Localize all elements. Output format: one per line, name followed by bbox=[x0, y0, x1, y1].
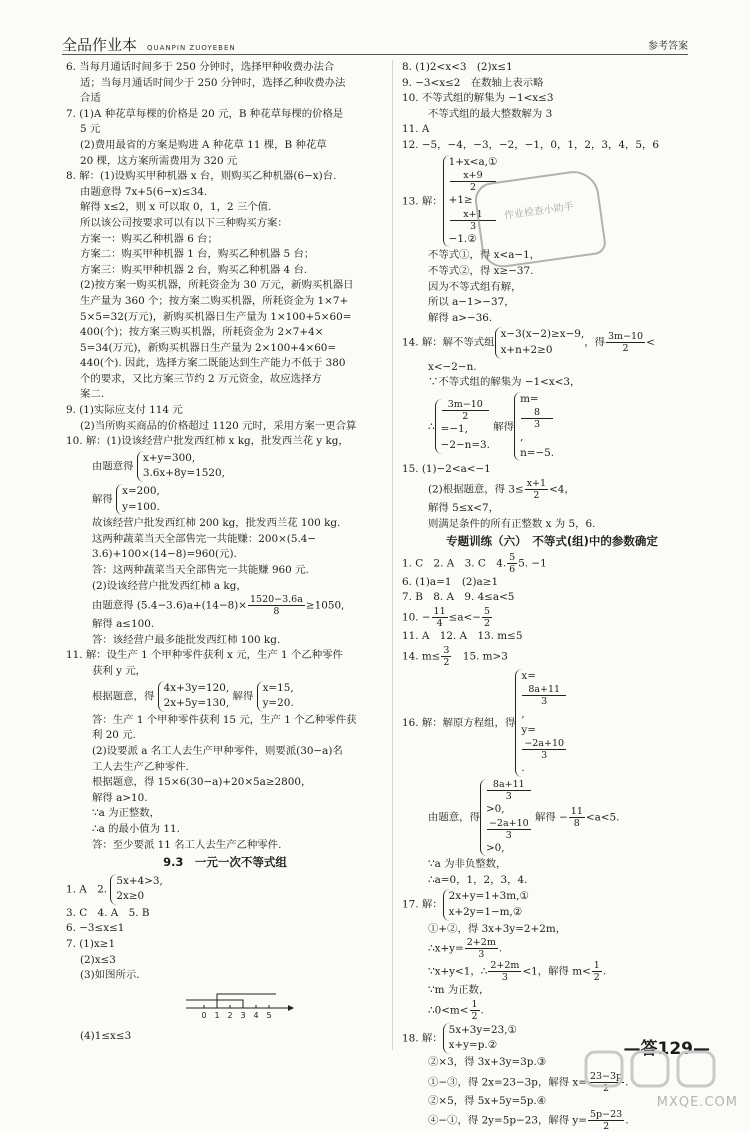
equation-system: 1+x<a,① x+9 2 +1≥ x+1 3 −1.② bbox=[443, 155, 498, 248]
answer-line: ①+②，得 3x+3y=2+2m， bbox=[428, 922, 567, 935]
answer-line: 根据题意，得 15×6(30−a)+20×5a≥2800， bbox=[92, 776, 312, 789]
answer-line: 7. B 8. A 9. 4≤a<5 bbox=[402, 591, 515, 604]
header-rule bbox=[62, 54, 688, 55]
answer-line: 15. (1)−2<a<−1 bbox=[402, 463, 491, 476]
answer-line: ④−①，得 2y=5p−23，解得 y= $\frac{5p-23}{2}$ . bbox=[428, 1109, 629, 1132]
answer-line: 11. 解：设生产 1 个甲种零件获利 x 元，生产 1 个乙种零件 bbox=[66, 649, 343, 662]
answer-line: 7. (1)A 种花草每棵的价格是 20 元，B 种花草每棵的价格是 bbox=[66, 107, 344, 120]
answer-line: ∵不等式组的解集为 −1<x<3， bbox=[428, 376, 581, 389]
answer-line: 解得 a>10. bbox=[92, 791, 148, 804]
answer-line: 因为不等式组有解， bbox=[428, 280, 522, 293]
page-number: —答129— bbox=[623, 1039, 710, 1059]
answer-line: 3.6)+100×(14−8)=960(元). bbox=[92, 548, 237, 561]
fraction: 3m−10 2 bbox=[442, 399, 489, 422]
answer-line: 解得 x=200, y=100. bbox=[66, 483, 384, 516]
fraction: $\frac{3}{2}$ bbox=[443, 644, 450, 668]
answer-line: 8. (1)2<x<3 (2)x≤1 bbox=[402, 61, 513, 73]
fraction: $\frac{5}{2}$ bbox=[483, 606, 491, 630]
answer-line: 18. 解： 5x+3y=23,① x+y=p.② bbox=[402, 1022, 702, 1055]
answer-line: 6. 当每月通话时间多于 250 分钟时，选择甲种收费办法合 bbox=[66, 61, 335, 73]
answer-line: 7. (1)x≥1 bbox=[66, 938, 116, 951]
answer-line: 6. (1)a=1 (2)a≥1 bbox=[402, 575, 499, 588]
answer-line: x<−2−n. bbox=[428, 360, 477, 373]
answer-line: 13. 解： 1+x<a,① x+9 2 +1≥ x+1 3 −1.② bbox=[402, 154, 702, 249]
answer-line: 8. 解：(1)设购买甲种机器 x 台，则购买乙种机器(6−x)台. bbox=[66, 170, 337, 183]
answer-line: 所以 a−1>−37， bbox=[428, 296, 515, 309]
answer-line: (2)当所购买商品的价格超过 1120 元时，采用方案一更合算 bbox=[80, 419, 357, 432]
answer-line: 解得 a>−36. bbox=[428, 311, 493, 324]
fraction: $\frac{11}{8}$ bbox=[570, 806, 583, 830]
answer-line: 合适 bbox=[80, 92, 101, 105]
answer-line: (3)如图所示. bbox=[80, 969, 140, 982]
checker-stamp bbox=[473, 168, 608, 270]
answer-line: 答：该经营户最多能批发西红柿 100 kg. bbox=[92, 633, 281, 646]
answer-line: 14. 解：解不等式组 x−3(x−2)≥x−9, x+n+2≥0 ，得 $\frac{3m-10}{2}$ < bbox=[402, 326, 702, 359]
answer-line: 则满足条件的所有正整数 x 为 5，6. bbox=[428, 517, 596, 530]
fraction: $\frac{x+1}{2}$ bbox=[526, 478, 547, 502]
answer-line: ∴ 3m−10 2 =−1, −2−n=3. 解得 m= 8 3 , n=−5. bbox=[402, 391, 702, 463]
answer-line: 11. A bbox=[402, 123, 430, 136]
answer-line: 个的要求，又比方案三节约 2 万元资金，故应选择方 bbox=[80, 372, 322, 385]
section-heading: 专题训练（六） 不等式(组)中的参数确定 bbox=[446, 534, 658, 549]
answer-line: 10. 不等式组的解集为 −1<x≤3 bbox=[402, 92, 554, 105]
equation-system: x+y=300, 3.6x+8y=1520, bbox=[137, 451, 225, 482]
solution-bracket-x-ge-1 bbox=[217, 994, 276, 1008]
answer-line: 利 20 元. bbox=[92, 729, 136, 742]
answer-line: 1. C 2. A 3. C 4. $\frac{5}{6}$ 5. −1 bbox=[402, 551, 547, 575]
watermark-text: MXQE.COM bbox=[656, 1095, 738, 1110]
answer-line: ∴x+y= $\frac{2+2m}{3}$ . bbox=[428, 937, 503, 961]
answer-line: 由题意得 (5.4−3.6)a+(14−8)× $\frac{1520-3.6a}{8}$ ≥1050, bbox=[92, 594, 345, 618]
answer-line: 答：这两种蔬菜当天全部售完一共能赚 960 元. bbox=[92, 564, 309, 576]
answer-line: 方案三：购买甲种机器 2 台，购买乙种机器 4 台. bbox=[80, 263, 308, 276]
fraction: −2a+10 3 bbox=[488, 817, 529, 841]
answer-line: 不等式②，得 x≥−37. bbox=[428, 264, 534, 277]
answer-line: 9. (1)实际应支付 114 元 bbox=[66, 404, 183, 417]
answer-line: 解得 a≤100. bbox=[92, 618, 155, 631]
answer-line: 5=34(万元)，新购买机器日生产量为 2×100+4×60= bbox=[80, 341, 337, 354]
equation-system: 4x+3y=120, 2x+5y=130, bbox=[158, 681, 230, 712]
answer-line: 14. m≤ $\frac{3}{2}$ 15. m>3 bbox=[402, 644, 508, 668]
answer-line: 适；当每月通话时间少于 250 分钟时，选择乙种收费办法 bbox=[80, 76, 346, 89]
left-column bbox=[66, 60, 384, 1045]
answer-line: 10. − $\frac{11}{4}$ ≤a<− $\frac{5}{2}$ bbox=[402, 606, 491, 630]
section-heading: 9.3 一元一次不等式组 bbox=[163, 855, 287, 870]
answer-line: 故该经营户批发西红柿 200 kg，批发西兰花 100 kg. bbox=[92, 517, 341, 530]
fraction: $\frac{2+2m}{3}$ bbox=[466, 937, 496, 961]
answer-line: ∵x+y<1，∴ $\frac{2+2m}{3}$ <1，解得 m< $\frac{1}{2}$ . bbox=[428, 960, 607, 984]
answer-line: ∵m 为正数， bbox=[428, 984, 490, 997]
answer-line: 获利 y 元， bbox=[92, 664, 147, 677]
fraction: $\frac{23-3p}{2}$ bbox=[589, 1070, 623, 1094]
equation-system: 5x+4>3, 2x≥0 bbox=[110, 874, 162, 905]
answer-line: 10. 解：(1)设该经营户批发西红柿 x kg，批发西兰花 y kg， bbox=[66, 435, 349, 448]
answer-line: 3. C 4. A 5. B bbox=[66, 906, 150, 919]
answer-line: 5×5=32(万元)，新购买机器日生产量为 1×100+5×60= bbox=[80, 310, 352, 323]
answer-line: 11. A 12. A 13. m≤5 bbox=[402, 630, 523, 643]
watermark-glyph-icon bbox=[580, 1048, 730, 1092]
answer-line: ∵a 为非负整数， bbox=[428, 858, 507, 871]
stamp-text: 作业检查小助手 bbox=[503, 201, 575, 222]
answer-line: (4)1≤x≤3 bbox=[80, 1030, 132, 1043]
equation-system: x=15, y=20. bbox=[257, 681, 294, 712]
answer-line: 方案二：购买甲种机器 1 台，购买乙种机器 5 台； bbox=[80, 248, 315, 261]
answer-line: ②×3，得 3x+3y=3p.③ bbox=[428, 1055, 547, 1068]
book-title: 全品作业本 bbox=[62, 36, 138, 54]
answer-line: ∴a=0，1，2，3，4. bbox=[428, 873, 528, 886]
fraction: $\frac{1520-3.6a}{8}$ bbox=[249, 594, 303, 618]
answer-line: 9. −3<x≤2 在数轴上表示略 bbox=[402, 76, 544, 89]
answer-line: 17. 解： 2x+y=1+3m,① x+2y=1−m,② bbox=[402, 888, 702, 921]
fraction: $\frac{1}{2}$ bbox=[471, 998, 478, 1022]
fraction: x+1 3 bbox=[450, 209, 497, 232]
equation-system: x=200, y=100. bbox=[116, 484, 160, 515]
answer-line: ②×5，得 5x+5y=5p.④ bbox=[428, 1094, 547, 1107]
tick-label: 3 bbox=[240, 1010, 246, 1020]
answer-line: ∴a 的最小值为 11. bbox=[92, 822, 180, 835]
book-pinyin: QUANPIN ZUOYEBEN bbox=[147, 44, 236, 52]
fraction: $\frac{5}{6}$ bbox=[509, 551, 516, 575]
number-line-figure bbox=[184, 988, 384, 1026]
answer-line: 20 棵，这方案所需费用为 320 元 bbox=[80, 154, 238, 167]
answer-line: (2)设该经营户批发西红柿 a kg， bbox=[92, 579, 247, 592]
answer-line: 由题意得 7x+5(6−x)≤34. bbox=[80, 185, 208, 198]
answer-line: (2)费用最省的方案是购进 A 种花草 11 棵，B 种花草 bbox=[80, 138, 327, 151]
fraction: 8 3 bbox=[521, 407, 553, 430]
number-line-arrow bbox=[288, 1005, 294, 1011]
answer-line: 1. A 2. 5x+4>3, 2x≥0 bbox=[66, 873, 384, 906]
answer-line: 12. −5，−4，−3，−2，−1，0，1，2，3，4，5，6 bbox=[402, 138, 659, 151]
equation-system: m= 8 3 , n=−5. bbox=[514, 392, 554, 462]
answer-line: 根据题意，得 4x+3y=120, 2x+5y=130, 解得 x=15, y=20. bbox=[66, 680, 384, 713]
answer-line: 400(个)；按方案三购买机器，所耗资金为 2×7+4× bbox=[80, 326, 324, 339]
equation-system: 3m−10 2 =−1, −2−n=3. bbox=[435, 399, 490, 453]
fraction: $\frac{5p-23}{2}$ bbox=[590, 1109, 623, 1132]
fraction: $\frac{3m-10}{2}$ bbox=[608, 331, 644, 355]
answer-line: 16. 解：解原方程组，得 x= 8a+11 3 , y= −2a+10 3 . bbox=[402, 668, 702, 778]
fraction: $\frac{11}{4}$ bbox=[433, 606, 446, 630]
equation-system: x= 8a+11 3 , y= −2a+10 3 . bbox=[515, 669, 567, 777]
answer-line: 答：至少要派 11 名工人去生产乙种零件. bbox=[92, 838, 282, 851]
answer-line: 不等式组的最大整数解为 3 bbox=[428, 107, 553, 120]
equation-system: x−3(x−2)≥x−9, x+n+2≥0 bbox=[495, 327, 585, 358]
answer-line: 所以该公司按要求可以有以下三种购买方案： bbox=[80, 216, 288, 229]
answer-line: 案二. bbox=[80, 388, 105, 401]
tick-label: 1 bbox=[214, 1010, 220, 1020]
answer-line: 由题意得 x+y=300, 3.6x+8y=1520, bbox=[66, 450, 384, 483]
answer-line: 工人去生产乙种零件. bbox=[92, 760, 189, 773]
answer-line: 这两种蔬菜当天全部售完一共能赚：200×(5.4− bbox=[92, 532, 317, 545]
answer-line: (2)根据题意，得 3≤ $\frac{x+1}{2}$ <4， bbox=[428, 478, 575, 502]
tick-label: 4 bbox=[253, 1010, 259, 1020]
equation-system: 8a+11 3 >0, −2a+10 3 >0, bbox=[480, 779, 532, 856]
header-title bbox=[62, 34, 236, 55]
answer-line: 方案一：购买乙种机器 6 台； bbox=[80, 232, 218, 245]
answer-line: (2)x≤3 bbox=[80, 953, 116, 966]
answer-line: (2)按方案一购买机器，所耗资金为 30 万元，新购买机器日 bbox=[80, 279, 354, 292]
fraction: x+9 2 bbox=[450, 170, 497, 193]
solution-bracket-x-le-3 bbox=[186, 1000, 243, 1008]
answer-line: (2)设要派 a 名工人去生产甲种零件，则要派(30−a)名 bbox=[92, 744, 343, 757]
fraction: 8a+11 3 bbox=[487, 779, 531, 802]
answer-line: 答：生产 1 个甲种零件获利 15 元，生产 1 个乙种零件获 bbox=[92, 713, 357, 726]
fraction: −2a+10 3 bbox=[524, 738, 565, 762]
answer-line: 生产量为 360 个；按方案二购买机器，所耗资金为 1×7+ bbox=[80, 294, 349, 307]
answer-line: 5 元 bbox=[80, 123, 101, 136]
equation-system: 5x+3y=23,① x+y=p.② bbox=[443, 1023, 517, 1054]
answer-line: 6. −3≤x≤1 bbox=[66, 922, 125, 935]
fraction: 8a+11 3 bbox=[522, 684, 566, 707]
tick-label: 0 bbox=[201, 1010, 207, 1020]
header-right-label: 参考答案 bbox=[648, 41, 688, 52]
watermark-logo bbox=[580, 1048, 740, 1110]
tick-label: 5 bbox=[266, 1010, 272, 1020]
answer-line: ∵a 为正整数， bbox=[92, 807, 161, 820]
answer-line: ①−③，得 2x=23−3p，解得 x= $\frac{23-3p}{2}$ . bbox=[428, 1070, 629, 1094]
answer-line: 解得 5≤x<7， bbox=[428, 502, 499, 515]
tick-label: 2 bbox=[227, 1010, 233, 1020]
answer-line: 不等式①，得 x<a−1， bbox=[428, 249, 541, 262]
answer-line: 440(个). 因此，选择方案二既能达到生产能力不低于 380 bbox=[80, 357, 346, 370]
answer-line: ∴0<m< $\frac{1}{2}$ . bbox=[428, 998, 484, 1022]
answer-line: 由题意，得 8a+11 3 >0, −2a+10 3 >0, 解得 − $\frac{11}{8}$ <a<5. bbox=[402, 778, 702, 857]
equation-system: 2x+y=1+3m,① x+2y=1−m,② bbox=[443, 889, 529, 920]
fraction: $\frac{2+2m}{3}$ bbox=[490, 960, 520, 984]
fraction: $\frac{1}{2}$ bbox=[593, 960, 600, 984]
answer-line: 解得 x≤2，则 x 可以取 0，1，2 三个值. bbox=[80, 201, 272, 214]
column-divider bbox=[392, 60, 393, 1050]
